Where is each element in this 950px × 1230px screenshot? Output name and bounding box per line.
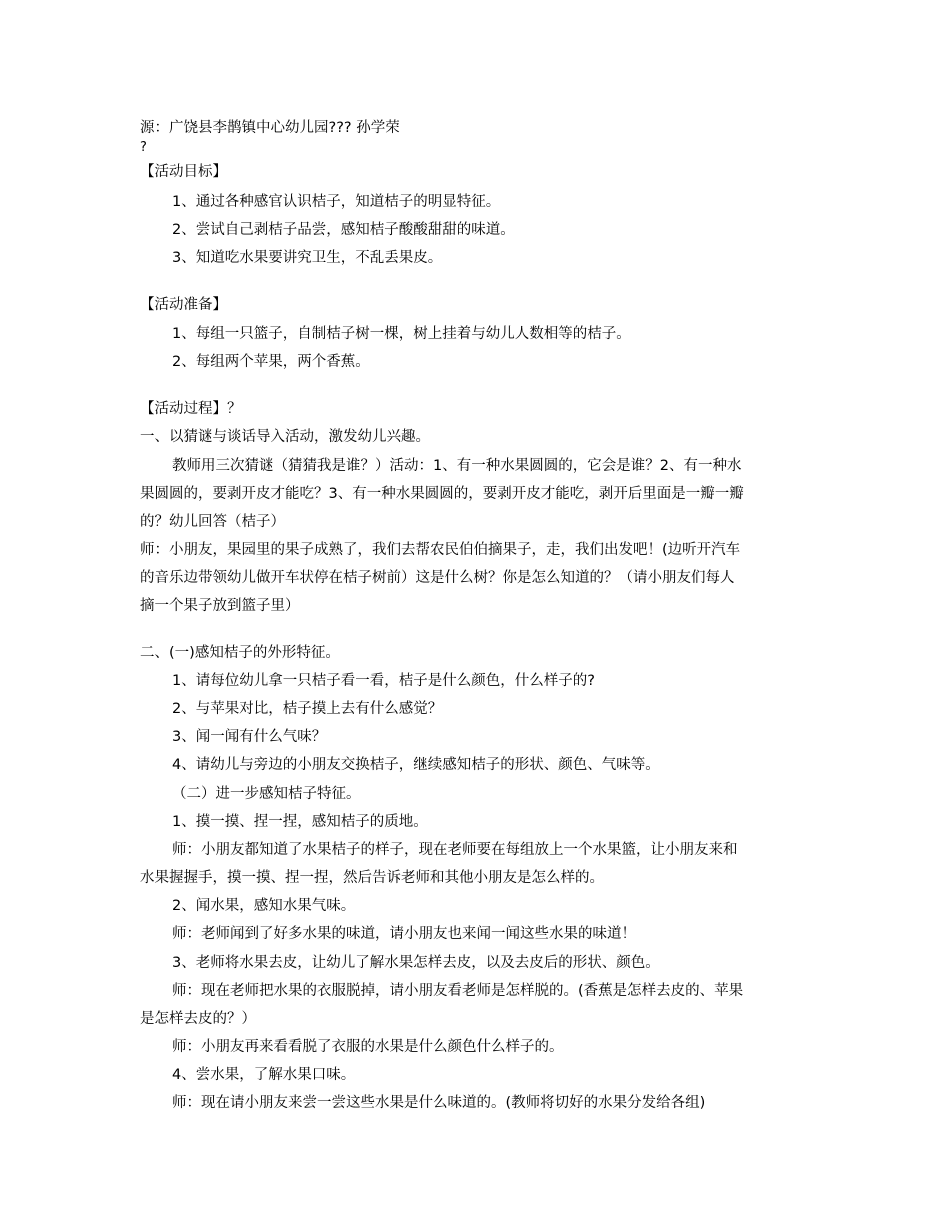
paragraph-line: 师：现在老师把水果的衣服脱掉，请小朋友看老师是怎样脱的。(香蕉是怎样去皮的、苹果 bbox=[172, 983, 744, 999]
paragraph-line: 的音乐边带领幼儿做开车状停在桔子树前）这是什么树？你是怎么知道的？（请小朋友们每人 bbox=[140, 570, 735, 586]
paragraph-line: 4、请幼儿与旁边的小朋友交换桔子，继续感知桔子的形状、颜色、气味等。 bbox=[172, 757, 660, 773]
section-title: 二、(一)感知桔子的外形特征。 bbox=[140, 645, 340, 661]
preparation-heading: 【活动准备】 bbox=[140, 297, 227, 313]
paragraph-line: 3、闻一闻有什么气味？ bbox=[172, 729, 327, 745]
paragraph-line: 2、与苹果对比，桔子摸上去有什么感觉？ bbox=[172, 701, 443, 717]
paragraph-line: 1、请每位幼儿拿一只桔子看一看，桔子是什么颜色，什么样子的? bbox=[172, 673, 595, 689]
section-title: 一、以猜谜与谈话导入活动，激发幼儿兴趣。 bbox=[140, 429, 430, 445]
paragraph-line: （二）进一步感知桔子特征。 bbox=[172, 786, 361, 802]
paragraph-line: 教师用三次猜谜（猜猜我是谁？）活动：1、有一种水果圆圆的，它会是谁？2、有一种水 bbox=[172, 458, 742, 474]
process-heading: 【活动过程】？ bbox=[140, 401, 242, 417]
paragraph-line: 果圆圆的，要剥开皮才能吃？3、有一种水果圆圆的，要剥开皮才能吃，剥开后里面是一瓣一瓣 bbox=[140, 486, 744, 502]
paragraph-line: 师：小朋友再来看看脱了衣服的水果是什么颜色什么样子的。 bbox=[172, 1039, 564, 1055]
paragraph-line: 师：小朋友都知道了水果桔子的样子，现在老师要在每组放上一个水果篮，让小朋友来和 bbox=[172, 842, 738, 858]
paragraph-line: 3、老师将水果去皮，让幼儿了解水果怎样去皮，以及去皮后的形状、颜色。 bbox=[172, 955, 660, 971]
preparation-item: 1、每组一只篮子，自制桔子树一棵，树上挂着与幼儿人数相等的桔子。 bbox=[172, 326, 631, 342]
source-line: 源：广饶县李鹊镇中心幼儿园??? 孙学荣 bbox=[140, 120, 400, 136]
paragraph-line: 的？幼儿回答（桔子） bbox=[140, 514, 285, 530]
paragraph-line: 水果握握手，摸一摸、捏一捏，然后告诉老师和其他小朋友是怎么样的。 bbox=[140, 870, 604, 886]
paragraph-line: 是怎样去皮的？） bbox=[140, 1011, 256, 1027]
paragraph-line: 师：老师闻到了好多水果的味道，请小朋友也来闻一闻这些水果的味道！ bbox=[172, 926, 636, 942]
preparation-item: 2、每组两个苹果，两个香蕉。 bbox=[172, 354, 370, 370]
goals-heading: 【活动目标】 bbox=[140, 164, 227, 180]
paragraph-line: 4、尝水果，了解水果口味。 bbox=[172, 1067, 356, 1083]
paragraph-line: 师：现在请小朋友来尝一尝这些水果是什么味道的。(教师将切好的水果分发给各组) bbox=[172, 1095, 706, 1111]
paragraph-line: 2、闻水果，感知水果气味。 bbox=[172, 898, 356, 914]
goal-item: 3、知道吃水果要讲究卫生，不乱丢果皮。 bbox=[172, 250, 443, 266]
goal-item: 2、尝试自己剥桔子品尝，感知桔子酸酸甜甜的味道。 bbox=[172, 222, 515, 238]
goal-item: 1、通过各种感官认识桔子，知道桔子的明显特征。 bbox=[172, 194, 501, 210]
paragraph-line: 师：小朋友，果园里的果子成熟了，我们去帮农民伯伯摘果子，走，我们出发吧！(边听开汽车 bbox=[140, 542, 741, 558]
paragraph-line: 摘一个果子放到篮子里） bbox=[140, 598, 300, 614]
source-mark: ? bbox=[140, 140, 147, 155]
paragraph-line: 1、摸一摸、捏一捏，感知桔子的质地。 bbox=[172, 814, 428, 830]
